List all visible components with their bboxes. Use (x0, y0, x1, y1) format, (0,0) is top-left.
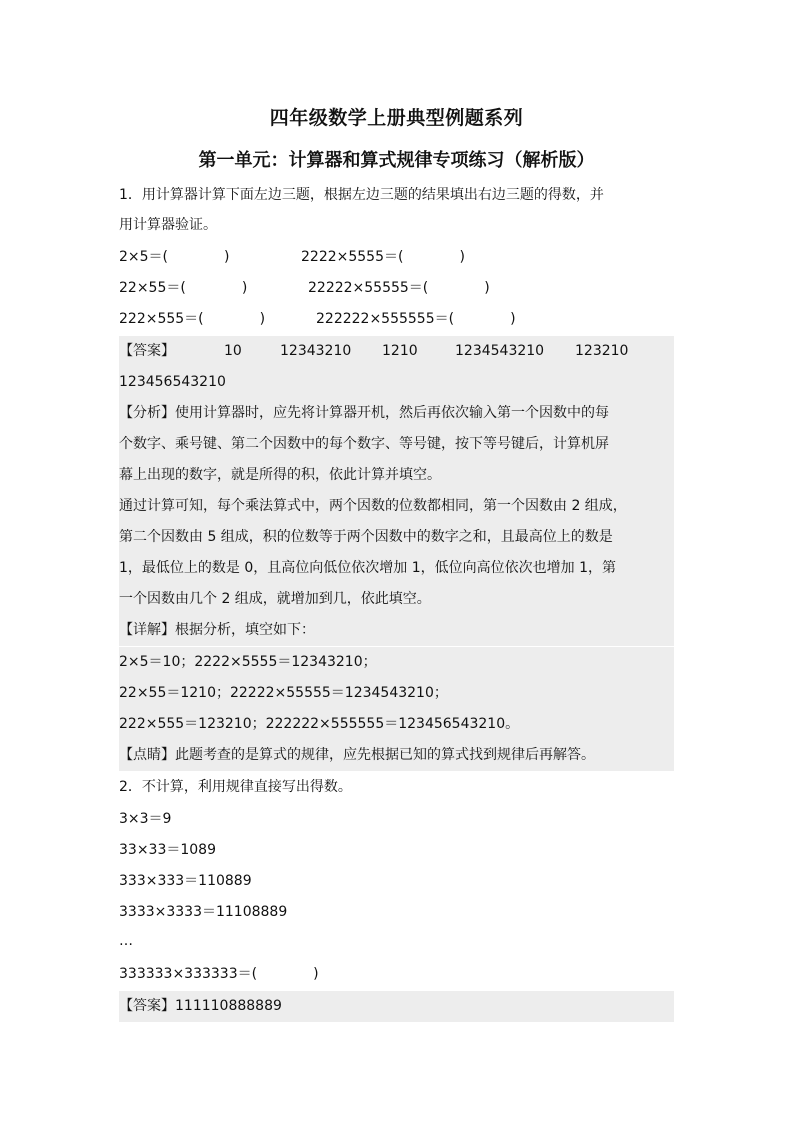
q1-row-2-left: 22×55＝( ) (119, 280, 248, 296)
answer-value: 123210 (575, 343, 629, 359)
q1-row-2-right: 22222×55555＝( ) (308, 280, 490, 296)
q1-answer-last: 123456543210 (119, 367, 674, 398)
q2-stem: 2．不计算，利用规律直接写出得数。 (119, 779, 352, 795)
q1-row-1 (119, 242, 674, 273)
answer-value: 111110888889 (175, 998, 282, 1014)
q2-line: 333333×333333＝( ) (119, 966, 319, 982)
document-title: 四年级数学上册典型例题系列 (269, 107, 524, 129)
q2-answer (119, 991, 674, 1022)
q1-detail-line: 222×555＝123210；222222×555555＝123456543210。 (119, 709, 674, 740)
q2-ellipsis: … (119, 933, 133, 949)
q1-row-1-left: 2×5＝( ) (119, 249, 230, 265)
q1-detail-intro (119, 615, 674, 646)
q1-detail-line: 2×5＝10；2222×5555＝12343210； (119, 647, 674, 678)
q1-analysis-line: 通过计算可知，每个乘法算式中，两个因数的位数都相同，第一个因数由 2 组成， (119, 491, 674, 522)
answer-value: 1210 (382, 343, 418, 359)
q1-answer (119, 336, 674, 367)
answer-value: 12343210 (280, 343, 352, 359)
q2-line: 33×33＝1089 (119, 842, 216, 858)
q1-detail-line: 22×55＝1210；22222×55555＝1234543210； (119, 678, 674, 709)
comment-tag: 【点睛】 (119, 747, 175, 763)
q1-analysis-line: 幕上出现的数字，就是所得的积，依此计算并填空。 (119, 460, 674, 491)
q1-row-3-right: 222222×555555＝( ) (316, 311, 516, 327)
q2-line: 333×333＝110889 (119, 873, 252, 889)
q1-stem-line1: 1．用计算器计算下面左边三题，根据左边三题的结果填出右边三题的得数，并 (119, 187, 604, 203)
q1-row-1-right: 2222×5555＝( ) (301, 249, 465, 265)
q1-analysis-line: 一个因数由几个 2 组成，就增加到几，依此填空。 (119, 584, 674, 615)
q2-line: 3×3＝9 (119, 811, 172, 827)
q1-row-3-left: 222×555＝( ) (119, 311, 266, 327)
analysis-text: 使用计算器时，应先将计算器开机，然后再依次输入第一个因数中的每 (175, 405, 609, 421)
q1-row-2 (119, 273, 674, 304)
detail-intro-text: 根据分析，填空如下： (175, 622, 315, 638)
detail-tag: 【详解】 (119, 622, 175, 638)
q1-stem-line2: 用计算器验证。 (119, 217, 217, 233)
answer-tag: 【答案】 (119, 343, 175, 359)
answer-value: 10 (224, 343, 242, 359)
answer-value: 1234543210 (455, 343, 545, 359)
comment-text: 此题考查的是算式的规律，应先根据已知的算式找到规律后再解答。 (175, 747, 595, 763)
analysis-tag: 【分析】 (119, 405, 175, 421)
q1-row-3 (119, 304, 674, 335)
q1-comment (119, 740, 674, 771)
q1-analysis-line: 1，最低位上的数是 0，且高位向低位依次增加 1，低位向高位依次也增加 1，第 (119, 553, 674, 584)
q2-line: 3333×3333＝11108889 (119, 904, 288, 920)
document-subtitle: 第一单元：计算器和算式规律专项练习（解析版） (198, 150, 595, 171)
q1-analysis-line (119, 398, 674, 429)
answer-tag: 【答案】 (119, 998, 175, 1014)
q1-analysis-line: 第二个因数由 5 组成，积的位数等于两个因数中的数字之和，且最高位上的数是 (119, 522, 674, 553)
q1-analysis-line: 个数字、乘号键、第二个因数中的每个数字、等号键，按下等号键后，计算机屏 (119, 429, 674, 460)
